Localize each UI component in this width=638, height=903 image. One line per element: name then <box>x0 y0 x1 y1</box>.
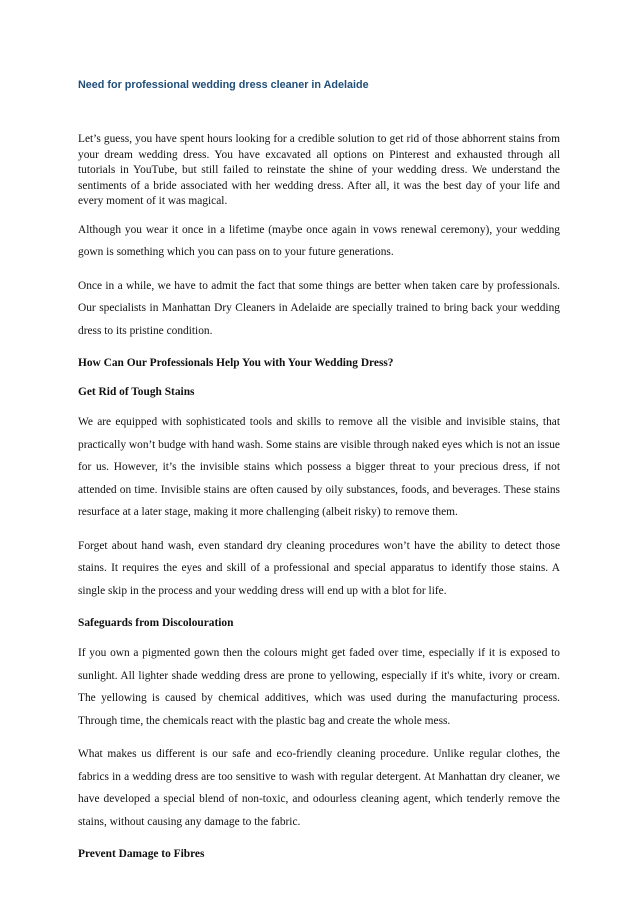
stains-paragraph: We are equipped with sophisticated tools and skills to remove all the visible and invisible stains, that practically won’t budge with hand wash. Some stains are visible through naked eyes which is not an issue for us. However, it’s the invisible stains which possess a bigger threat to your precious dress, if not attended on time. Invisible stains are often caused by oily substances, foods, and beverages. These stains resurface at a later stage, making it more challenging (albeit risky) to remove them. <box>78 416 560 518</box>
document-body <box>78 78 560 873</box>
subheading-tough-stains: Get Rid of Tough Stains <box>78 386 195 398</box>
intro-paragraph: Let’s guess, you have spent hours looking for a credible solution to get rid of those abhorrent stains from your dream wedding dress. You have excavated all options on Pinterest and exhausted through all tutorials in YouTube, but still failed to reinstate the shine of your wedding dress. We understand the sentiments of a bride associated with her wedding dress. After all, it was the best day of your life and every moment of it was magical. <box>78 133 560 207</box>
subheading-fibres: Prevent Damage to Fibres <box>78 848 205 860</box>
subheading-discolouration: Safeguards from Discolouration <box>78 617 234 629</box>
document-title: Need for professional wedding dress cleaner in Adelaide <box>78 79 369 91</box>
heirloom-paragraph: Although you wear it once in a lifetime (maybe once again in vows renewal ceremony), your wedding gown is something which you can pass on to your future generations. <box>78 223 560 258</box>
discolouration-paragraph: If you own a pigmented gown then the colours might get faded over time, especially if it is exposed to sunlight. All lighter shade wedding dress are prone to yellowing, especially if it's white, ivory or cream. The yellowing is caused by chemical additives, which was used during the manufacturing process. Through time, the chemicals react with the plastic bag and create the whole mess. <box>78 647 560 727</box>
eco-friendly-paragraph: What makes us different is our safe and eco-friendly cleaning procedure. Unlike regular clothes, the fabrics in a wedding dress are too sensitive to wash with regular detergent. At Manhattan dry cleaner, we have developed a special blend of non-toxic, and odourless cleaning agent, which tenderly remove the stains, without causing any damage to the fabric. <box>78 748 560 828</box>
specialists-paragraph: Once in a while, we have to admit the fact that some things are better when taken care by professionals. Our specialists in Manhattan Dry Cleaners in Adelaide are specially trained to bring back your wedding dress to its pristine condition. <box>78 279 560 337</box>
hand-wash-paragraph: Forget about hand wash, even standard dry cleaning procedures won’t have the ability to detect those stains. It requires the eyes and skill of a professional and special apparatus to identify those stains. A single skip in the process and your wedding dress will end up with a blot for life. <box>78 539 560 597</box>
section-heading-how-can-we-help: How Can Our Professionals Help You with Your Wedding Dress? <box>78 357 394 369</box>
